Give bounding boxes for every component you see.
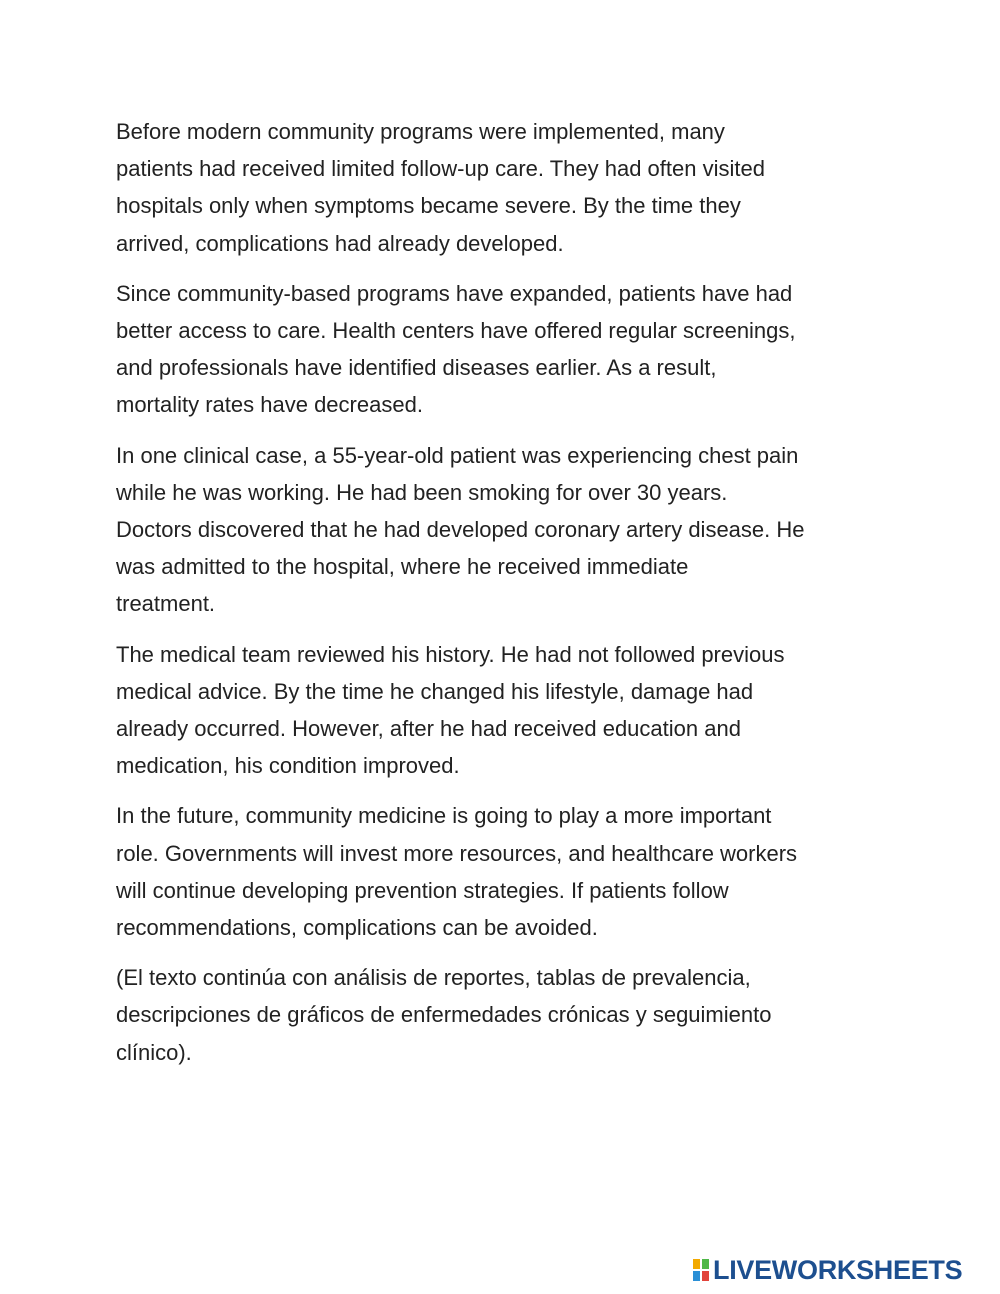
paragraph-future: In the future, community medicine is going to play a more important role. Governments will invest more resources, and healthcare workers will continue developing prevention strategies. If patients follow recommendations, complications can be avoided. bbox=[116, 803, 798, 941]
liveworksheets-logo-text: LIVEWORKSHEETS bbox=[713, 1255, 963, 1285]
liveworksheets-logo-icon bbox=[692, 1258, 710, 1282]
paragraph-clinical-case: In one clinical case, a 55-year-old patient was experiencing chest pain while he was working. He had been smoking for over 30 years. Doctors discovered that he had developed coronary artery disease. He was admitted to the hospital, where he received immediate treatment. bbox=[116, 442, 805, 617]
logo-square-yellow bbox=[692, 1258, 701, 1270]
paragraph-community-programs: Since community-based programs have expanded, patients have had better access to care. Health centers have offered regular screenings, and professionals have identified diseases earlier. As a result, mortality rates have decreased. bbox=[116, 280, 796, 418]
document-body bbox=[116, 113, 876, 1084]
paragraph-medical-history: The medical team reviewed his history. He had not followed previous medical advice. By the time he changed his lifestyle, damage had already occurred. However, after he had received education and medication, his condition improved. bbox=[116, 641, 785, 779]
paragraph-continuation-note: (El texto continúa con análisis de reportes, tablas de prevalencia, descripciones de gráficos de enfermedades crónicas y seguimiento clínico). bbox=[116, 965, 772, 1065]
logo-square-blue bbox=[692, 1270, 701, 1282]
logo-square-green bbox=[701, 1258, 710, 1270]
paragraph-intro: Before modern community programs were implemented, many patients had received limited follow-up care. They had often visited hospitals only when symptoms became severe. By the time they arrived, complications had already developed. bbox=[116, 119, 765, 256]
liveworksheets-logo bbox=[692, 1255, 962, 1285]
logo-square-red bbox=[701, 1270, 710, 1282]
